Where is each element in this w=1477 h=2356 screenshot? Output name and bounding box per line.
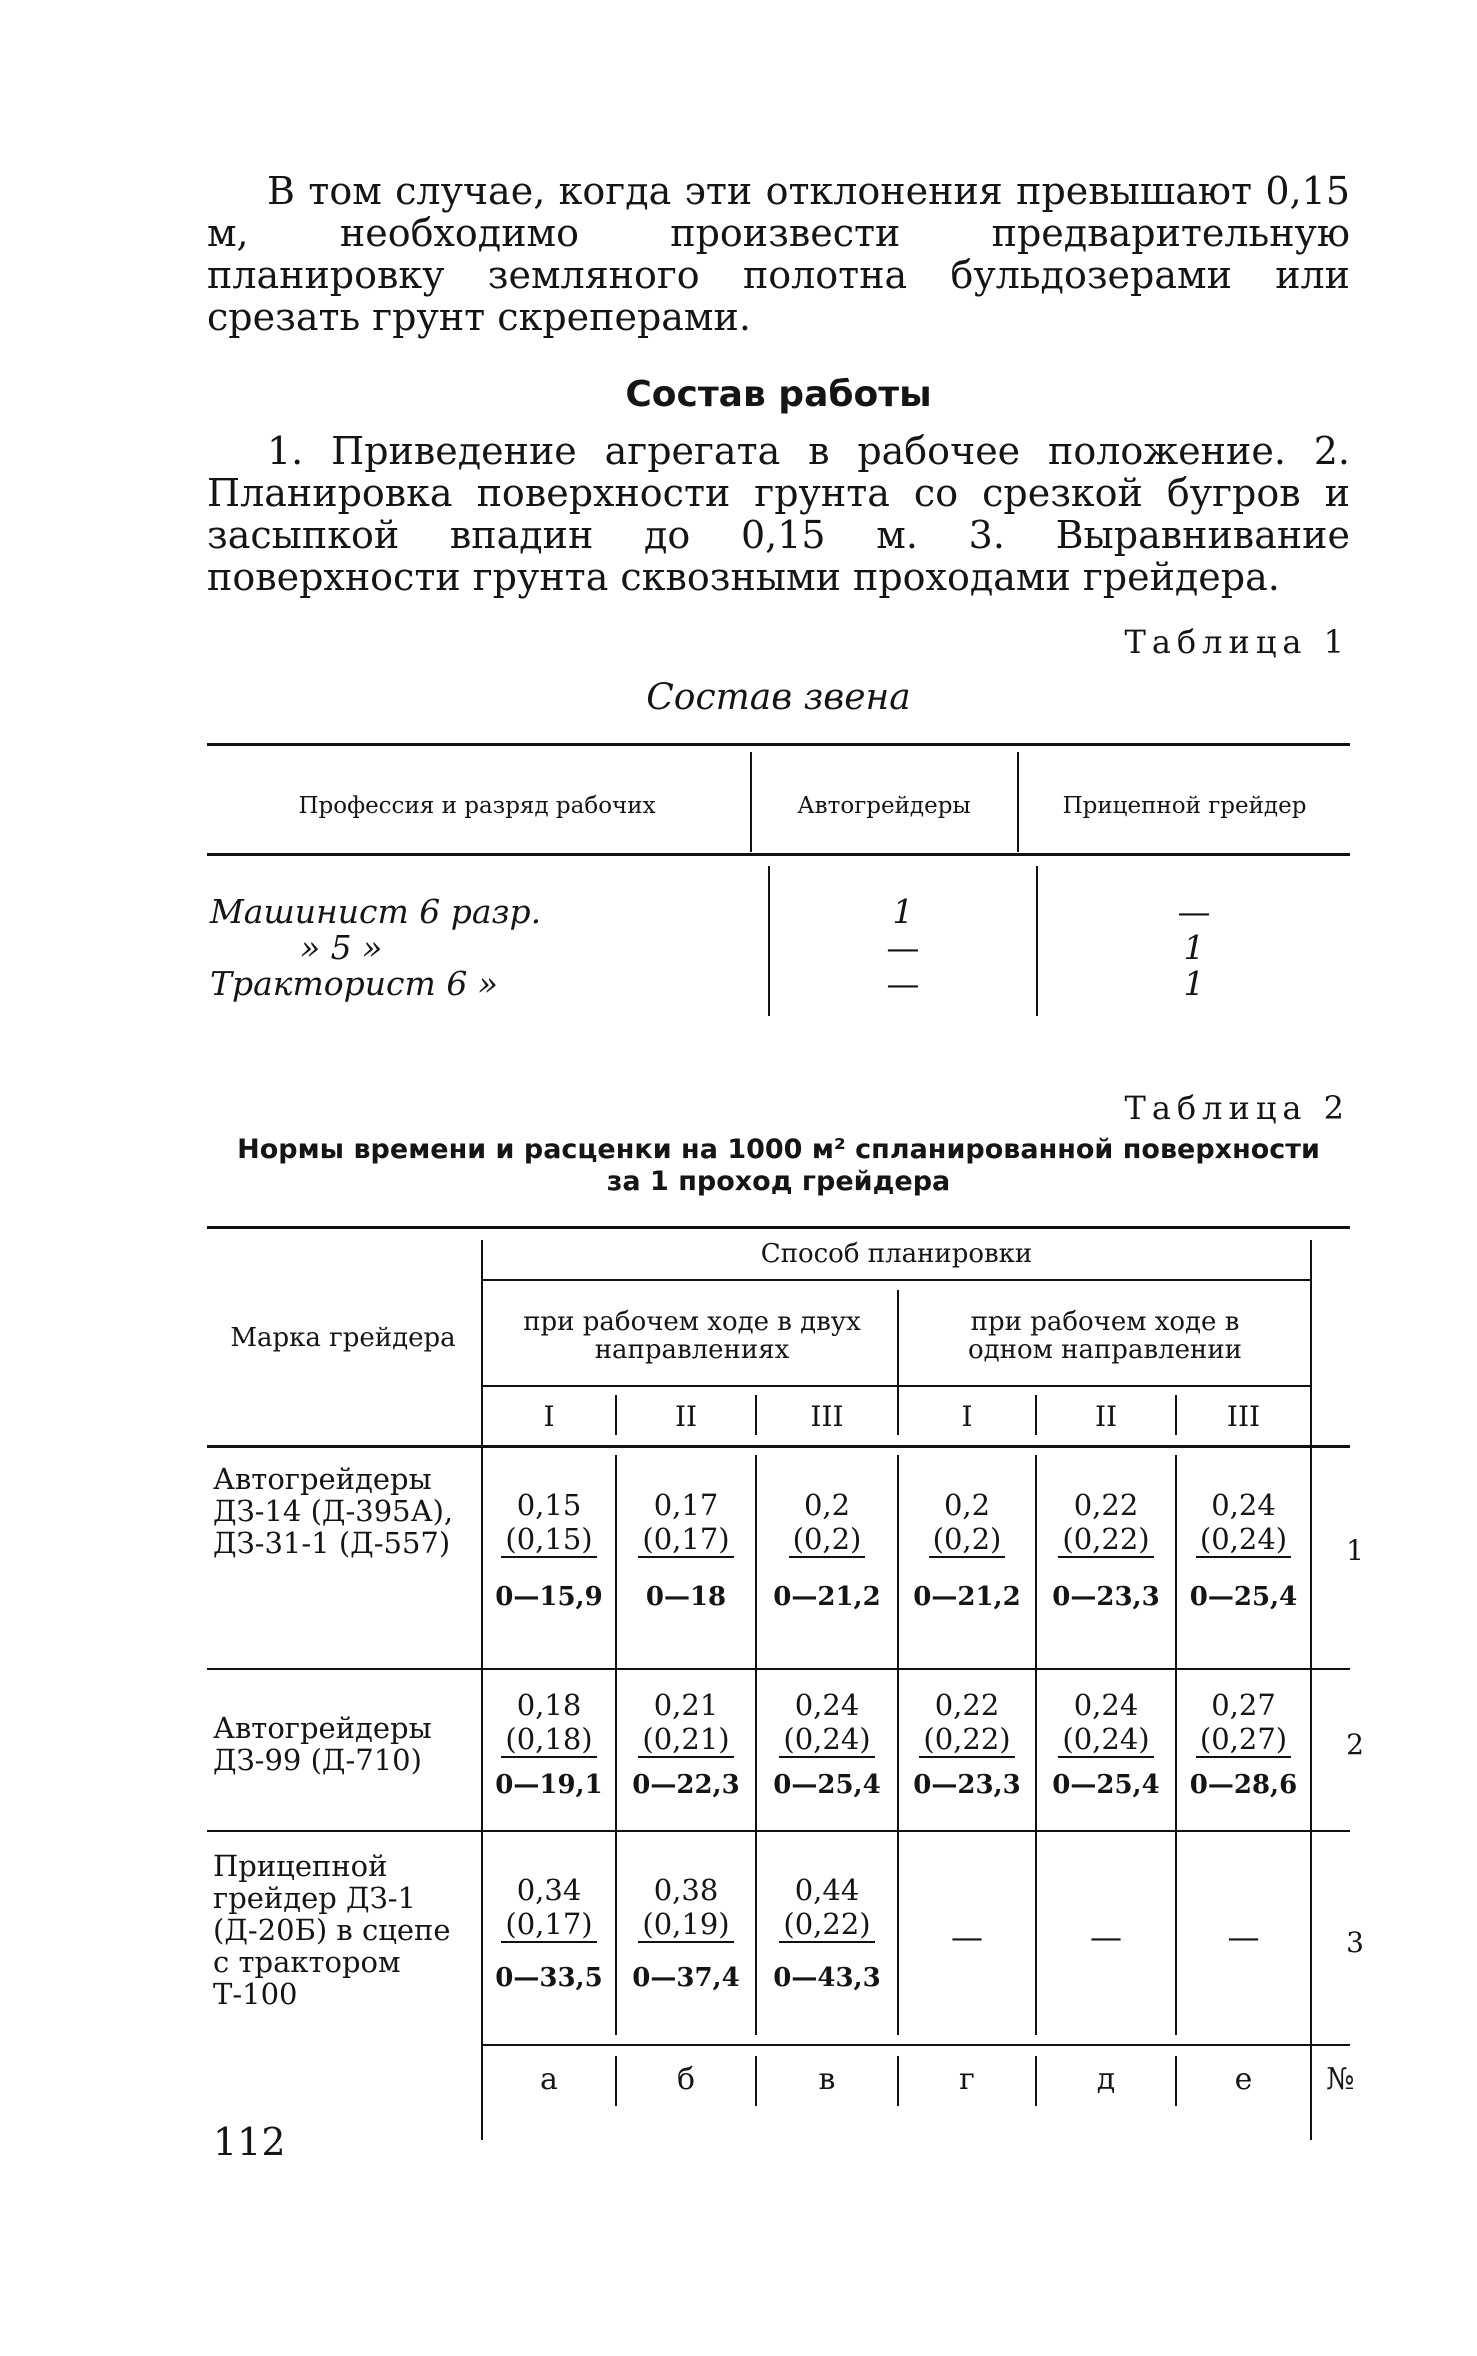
table2-value: 0,24 (0,24) — [757, 1688, 897, 1758]
table2-col-roman: III — [810, 1400, 844, 1433]
table1-top-rule — [207, 743, 1350, 746]
table2-rate: 0—21,2 — [913, 1582, 1021, 1612]
table2-col-roman: II — [674, 1400, 698, 1433]
table2-empty-dash: — — [951, 1918, 983, 1956]
table2-col-roman: III — [1226, 1400, 1261, 1433]
table2-row-name: Прицепной грейдер ДЗ-1 (Д-20Б) в сцепе с трактором Т-100 — [213, 1849, 451, 2011]
table2-label: Таблица 2 — [1124, 1089, 1350, 1127]
table1-row-trailer: 1 — [1183, 964, 1205, 1003]
table2-value: 0,2 (0,2) — [757, 1488, 897, 1558]
table2-value: 0,22 (0,22) — [899, 1688, 1035, 1758]
table2-rate: 0—22,3 — [632, 1770, 740, 1800]
table2-rule — [483, 1279, 1310, 1281]
table2-rate: 0—18 — [645, 1582, 727, 1612]
table2-value: 0,22 (0,22) — [1037, 1488, 1175, 1558]
table1-row-trailer: — — [1177, 892, 1211, 931]
table2-title-line1: Нормы времени и расценки на 1000 м² спланированной поверхности — [237, 1134, 1320, 1165]
table2-divider — [1310, 1240, 1312, 2140]
table2-value: 0,34 (0,17) — [483, 1873, 615, 1943]
table2-rate: 0—23,3 — [913, 1770, 1021, 1800]
table2-header-rule — [207, 1445, 1350, 1448]
table2-rate: 0—23,3 — [1052, 1582, 1160, 1612]
table1-header-rule — [207, 853, 1350, 856]
table2-value: 0,18 (0,18) — [483, 1688, 615, 1758]
table2-value: 0,2 (0,2) — [899, 1488, 1035, 1558]
table2-value: 0,44 (0,22) — [757, 1873, 897, 1943]
table2-rate: 0—37,4 — [632, 1963, 740, 1993]
table1-header-profession: Профессия и разряд рабочих — [298, 793, 656, 819]
table2-col-letter: е — [1234, 2062, 1253, 2097]
table2-rate: 0—15,9 — [495, 1582, 603, 1612]
intro-paragraph: В том случае, когда эти отклонения превышают 0,15 м, необходимо произвести предварительную планировку земляного полотна бульдозерами или срезать грунт скреперами. — [207, 169, 1350, 339]
table2-rate: 0—33,5 — [495, 1963, 603, 1993]
table2-value: 0,27 (0,27) — [1177, 1688, 1310, 1758]
table2-top-rule — [207, 1226, 1350, 1229]
table2-col-letter: в — [818, 2062, 836, 2097]
table2-row-number: 2 — [1346, 1728, 1364, 1761]
table2-row-number: 3 — [1346, 1926, 1364, 1959]
table2-rate: 0—25,4 — [1189, 1582, 1298, 1612]
table1-row-profession: Машинист 6 разр. — [210, 892, 542, 931]
table2-col-letter: а — [540, 2062, 558, 2097]
table2-rate: 0—19,1 — [495, 1770, 603, 1800]
table2-rate: 0—25,4 — [1052, 1770, 1160, 1800]
table2-empty-dash: — — [1227, 1918, 1260, 1956]
page-number: 112 — [213, 2120, 286, 2164]
table2-row-name: Автогрейдеры ДЗ-99 (Д-710) — [213, 1711, 432, 1777]
table2-value: 0,17 (0,17) — [617, 1488, 755, 1558]
table1-row-auto: 1 — [892, 892, 914, 931]
table2-header-two-dir: при рабочем ходе в двух направлениях — [523, 1307, 861, 1365]
table2-col-letter: б — [676, 2062, 696, 2097]
table2-row-rule — [207, 1830, 1350, 1832]
table2-header-brand: Марка грейдера — [230, 1323, 456, 1353]
table1-header-auto: Автогрейдеры — [797, 793, 971, 819]
table2-col-roman: I — [961, 1400, 973, 1433]
table2-value: 0,15 (0,15) — [483, 1488, 615, 1558]
table2-title — [207, 1134, 1350, 1198]
table2-num-label: № — [1326, 2062, 1355, 2097]
table2-rate: 0—25,4 — [773, 1770, 881, 1800]
table2-row-rule — [207, 1668, 1350, 1670]
table2-empty-dash: — — [1090, 1918, 1122, 1956]
table2-col-letter: г — [959, 2062, 975, 2097]
table2-value: 0,21 (0,21) — [617, 1688, 755, 1758]
table2-value: 0,24 (0,24) — [1037, 1688, 1175, 1758]
table1-row-auto: — — [886, 964, 920, 1003]
table2-rate: 0—28,6 — [1189, 1770, 1298, 1800]
table2-header-one-dir: при рабочем ходе в одном направлении — [968, 1307, 1242, 1365]
table2-header-method: Способ планировки — [760, 1239, 1033, 1269]
table2-title-line2: за 1 проход грейдера — [606, 1166, 951, 1197]
table1-label: Таблица 1 — [1124, 623, 1350, 661]
table1-row-auto: — — [886, 928, 920, 967]
section-heading: Состав работы — [625, 374, 932, 415]
table2-footer-rule — [483, 2044, 1350, 2046]
table2-col-letter: д — [1096, 2062, 1116, 2097]
table2-rate: 0—43,3 — [773, 1963, 881, 1993]
table1-row-profession: Тракторист 6 » — [210, 964, 498, 1003]
table2-row-number: 1 — [1346, 1534, 1364, 1567]
work-steps-paragraph: 1. Приведение агрегата в рабочее положение. 2. Планировка поверхности грунта со срезкой бугров и засыпкой впадин до 0,15 м. 3. Выравнивание поверхности грунта сквозными проходами грейдера. — [207, 429, 1350, 599]
table1-row-profession: » 5 » — [300, 928, 383, 967]
table1-title: Состав звена — [646, 677, 911, 718]
table2-row-name: Автогрейдеры ДЗ-14 (Д-395А), ДЗ-31-1 (Д-557) — [213, 1462, 454, 1560]
table2-col-roman: II — [1094, 1400, 1118, 1433]
table2-rate: 0—21,2 — [773, 1582, 881, 1612]
table2-value: 0,38 (0,19) — [617, 1873, 755, 1943]
table1-header-trailer: Прицепной грейдер — [1062, 793, 1307, 819]
table2-value: 0,24 (0,24) — [1177, 1488, 1310, 1558]
table1-row-trailer: 1 — [1183, 928, 1205, 967]
table2-col-roman: I — [543, 1400, 555, 1433]
